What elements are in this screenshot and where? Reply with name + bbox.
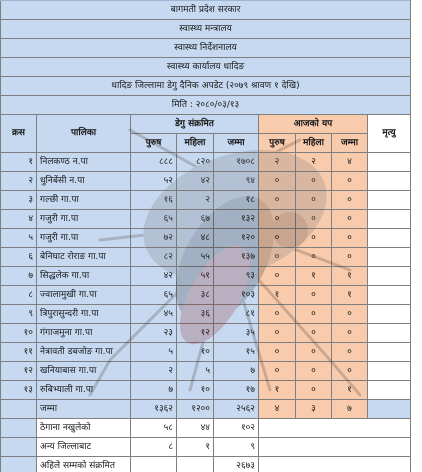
row-death (368, 191, 411, 210)
total-label: जम्मा (37, 400, 131, 419)
row-today-female: ० (296, 362, 332, 381)
row-today-total: ० (332, 210, 368, 229)
row-dengue-female: २ (177, 191, 214, 210)
row-today-total: १ (332, 381, 368, 400)
extra2-female: १ (177, 438, 214, 457)
row-dengue-female: ५ (177, 362, 214, 381)
row-today-female: ० (296, 286, 332, 305)
extra2-male: ८ (131, 438, 177, 457)
header-office: स्वास्थ्य कार्यालय धादिङ (1, 58, 411, 77)
row-sn: ६ (1, 248, 37, 267)
row-palika: खनियाबास गा.पा (37, 362, 131, 381)
row-death (368, 286, 411, 305)
header-row-1 (1, 1, 411, 20)
row-today-male: ० (259, 343, 296, 362)
extra3-label: अहिले सम्मको संक्रमित (37, 457, 131, 472)
row-dengue-male: ५२ (131, 172, 177, 191)
row-palika: गजुरी गा.पा (37, 210, 131, 229)
row-death (368, 343, 411, 362)
col-sn: क्रस (1, 115, 37, 153)
row-today-total: ० (332, 229, 368, 248)
row-sn: १० (1, 324, 37, 343)
row-palika: गल्छी गा.पा (37, 191, 131, 210)
row-today-female: ० (296, 324, 332, 343)
row-dengue-male: २ (131, 362, 177, 381)
extra1-total: १०२ (214, 419, 259, 438)
row-dengue-male: ६५ (131, 286, 177, 305)
col-today-female: महिला (296, 134, 332, 153)
column-group-row (1, 115, 411, 134)
total-today-male: ४ (259, 400, 296, 419)
row-today-female: ० (296, 172, 332, 191)
row-today-total: ० (332, 248, 368, 267)
row-dengue-total: १३७ (214, 248, 259, 267)
total-today-total: ७ (332, 400, 368, 419)
table-row (1, 286, 411, 305)
extra1-sn (1, 419, 37, 438)
row-today-male: ० (259, 229, 296, 248)
row-today-male: १ (259, 381, 296, 400)
table-row (1, 381, 411, 400)
extra-row-3 (1, 457, 411, 472)
extra1-male: ५८ (131, 419, 177, 438)
row-today-female: ० (296, 343, 332, 362)
extra-row-1 (1, 419, 411, 438)
row-dengue-male: २३ (131, 324, 177, 343)
table-row (1, 362, 411, 381)
row-today-total: ० (332, 172, 368, 191)
table-row (1, 210, 411, 229)
total-row (1, 400, 411, 419)
row-sn: ११ (1, 343, 37, 362)
row-death (368, 153, 411, 172)
row-palika: त्रिपुरासुन्दरी गा.पा (37, 305, 131, 324)
row-dengue-total: १७०८ (214, 153, 259, 172)
row-death (368, 305, 411, 324)
row-death (368, 324, 411, 343)
row-dengue-female: १२ (177, 324, 214, 343)
row-dengue-male: ५ (131, 343, 177, 362)
row-dengue-total: १२० (214, 229, 259, 248)
row-today-male: ० (259, 248, 296, 267)
row-death (368, 172, 411, 191)
row-today-female: ० (296, 229, 332, 248)
row-dengue-female: ३६ (177, 305, 214, 324)
row-dengue-female: ५५ (177, 248, 214, 267)
row-dengue-total: ९४ (214, 172, 259, 191)
row-today-total: ० (332, 343, 368, 362)
row-dengue-male: ४२ (131, 267, 177, 286)
row-death (368, 267, 411, 286)
row-palika: नेत्रावती डबजोङ गा.पा (37, 343, 131, 362)
col-today-added: आजको यप (259, 115, 368, 134)
row-palika: बेनिघाट रोराङ गा.पा (37, 248, 131, 267)
row-today-female: ० (296, 191, 332, 210)
row-dengue-male: ६५ (131, 210, 177, 229)
row-today-male: ० (259, 324, 296, 343)
row-dengue-female: ४२ (177, 172, 214, 191)
col-palika: पालिका (37, 115, 131, 153)
row-sn: २ (1, 172, 37, 191)
header-row-6 (1, 96, 411, 115)
row-palika: सिद्धलेक गा.पा (37, 267, 131, 286)
header-row-4 (1, 58, 411, 77)
row-today-male: ० (259, 172, 296, 191)
table-row (1, 267, 411, 286)
total-today-female: ३ (296, 400, 332, 419)
row-dengue-male: १६ (131, 191, 177, 210)
row-dengue-male: ८८८ (131, 153, 177, 172)
row-today-male: ० (259, 362, 296, 381)
total-dengue-total: २५६२ (214, 400, 259, 419)
row-dengue-total: १३२ (214, 210, 259, 229)
extra3-total: २६७३ (214, 457, 259, 472)
extra2-label: अन्य जिल्लाबाट (37, 438, 131, 457)
total-death (368, 400, 411, 419)
table-row (1, 172, 411, 191)
col-dengue-infected: डेगु संक्रमित (131, 115, 259, 134)
row-dengue-total: ७ (214, 362, 259, 381)
row-today-female: ० (296, 381, 332, 400)
row-dengue-total: ३५ (214, 324, 259, 343)
row-today-male: १ (259, 286, 296, 305)
row-dengue-total: १८ (214, 191, 259, 210)
row-sn: १३ (1, 381, 37, 400)
header-province: बागमती प्रदेश सरकार (1, 1, 411, 20)
row-today-total: ० (332, 191, 368, 210)
row-death (368, 381, 411, 400)
row-sn: ४ (1, 210, 37, 229)
col-dengue-female: महिला (177, 134, 214, 153)
table-row (1, 248, 411, 267)
header-directorate: स्वास्थ्य निर्देशनालय (1, 39, 411, 58)
row-dengue-total: १०३ (214, 286, 259, 305)
row-death (368, 248, 411, 267)
row-dengue-female: १० (177, 343, 214, 362)
row-death (368, 210, 411, 229)
header-row-2 (1, 20, 411, 39)
row-today-total: ० (332, 305, 368, 324)
total-dengue-female: १२०० (177, 400, 214, 419)
header-ministry: स्वास्थ्य मन्त्रालय (1, 20, 411, 39)
row-palika: ज्वालामुखी गा.पा (37, 286, 131, 305)
row-sn: ३ (1, 191, 37, 210)
row-today-total: १ (332, 286, 368, 305)
row-palika: धुनिबेंसी न.पा (37, 172, 131, 191)
row-dengue-total: ८१ (214, 305, 259, 324)
row-sn: ९ (1, 305, 37, 324)
extra-row-2 (1, 438, 411, 457)
header-date: मिति : २०८०/०३/१३ (1, 96, 411, 115)
row-today-total: ४ (332, 153, 368, 172)
row-dengue-female: ८२० (177, 153, 214, 172)
row-today-female: ० (296, 305, 332, 324)
extra2-total: ९ (214, 438, 259, 457)
row-today-total: ० (332, 324, 368, 343)
row-dengue-male: ८२ (131, 248, 177, 267)
table-row (1, 324, 411, 343)
table-row (1, 191, 411, 210)
row-palika: रुबिभ्याली गा.पा (37, 381, 131, 400)
col-dengue-total: जम्मा (214, 134, 259, 153)
row-dengue-female: ४८ (177, 229, 214, 248)
table-row (1, 153, 411, 172)
row-death (368, 362, 411, 381)
palika-rows (1, 153, 411, 400)
row-death (368, 229, 411, 248)
header-title: धादिङ जिल्लामा डेगु दैनिक अपडेट (२०७९ श्रावण १ देखि) (1, 77, 411, 96)
row-today-male: ० (259, 210, 296, 229)
row-dengue-female: १० (177, 381, 214, 400)
row-dengue-male: ४५ (131, 305, 177, 324)
row-dengue-total: १७ (214, 381, 259, 400)
extra3-blank (259, 457, 411, 472)
col-dengue-male: पुरुष (131, 134, 177, 153)
row-dengue-male: ७ (131, 381, 177, 400)
table-row (1, 305, 411, 324)
row-sn: ७ (1, 267, 37, 286)
table-row (1, 343, 411, 362)
row-palika: निलकण्ठ न.पा (37, 153, 131, 172)
extra2-blank (259, 438, 411, 457)
row-today-total: १ (332, 267, 368, 286)
row-dengue-female: ६७ (177, 210, 214, 229)
table-row (1, 229, 411, 248)
row-dengue-male: ७२ (131, 229, 177, 248)
row-today-female: ० (296, 210, 332, 229)
row-sn: १ (1, 153, 37, 172)
row-today-female: १ (296, 267, 332, 286)
row-dengue-female: ५१ (177, 267, 214, 286)
row-today-female: ० (296, 248, 332, 267)
row-palika: गंगाजमुना गा.पा (37, 324, 131, 343)
row-today-total: ० (332, 362, 368, 381)
extra2-sn (1, 438, 37, 457)
row-today-male: ० (259, 305, 296, 324)
col-today-male: पुरुष (259, 134, 296, 153)
row-dengue-female: ३८ (177, 286, 214, 305)
extra1-blank (259, 419, 411, 438)
extra3-male (131, 457, 177, 472)
col-today-total: जम्मा (332, 134, 368, 153)
row-today-male: २ (259, 153, 296, 172)
header-row-5 (1, 77, 411, 96)
row-today-male: ० (259, 191, 296, 210)
col-death: मृत्यु (368, 115, 411, 153)
header-row-3 (1, 39, 411, 58)
extra3-female (177, 457, 214, 472)
row-today-male: ० (259, 267, 296, 286)
total-dengue-male: १३६२ (131, 400, 177, 419)
row-sn: ५ (1, 229, 37, 248)
row-today-female: २ (296, 153, 332, 172)
row-dengue-total: १५ (214, 343, 259, 362)
row-sn: १२ (1, 362, 37, 381)
row-dengue-total: ९३ (214, 267, 259, 286)
total-sn (1, 400, 37, 419)
extra1-female: ४४ (177, 419, 214, 438)
row-sn: ८ (1, 286, 37, 305)
extra1-label: ठेगाना नखुलेको (37, 419, 131, 438)
row-palika: गजुरी गा.पा (37, 229, 131, 248)
extra3-sn (1, 457, 37, 472)
